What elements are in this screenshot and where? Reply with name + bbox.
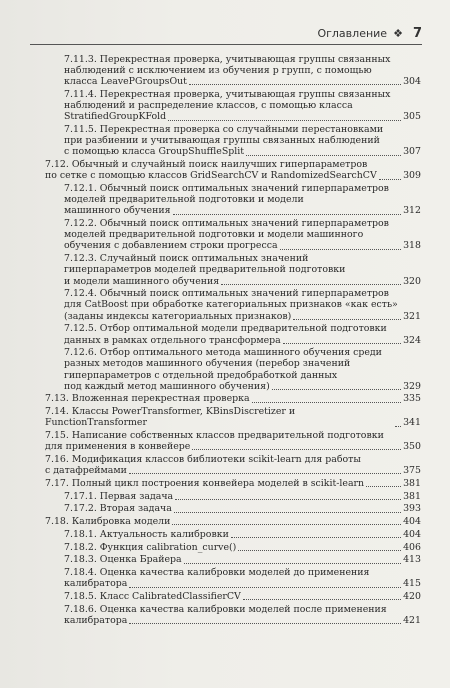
dot-leader — [252, 402, 402, 403]
toc-entry[interactable] — [0, 529, 450, 540]
toc-page-number: 415 — [403, 578, 421, 590]
toc-entry-text: 7.12.5. Отбор оптимальной модели предварительной подготовки — [64, 323, 387, 335]
toc-entry[interactable] — [0, 54, 450, 87]
toc-entry[interactable] — [0, 183, 450, 216]
dot-leader — [379, 179, 401, 180]
toc-entry-text: 7.13. Вложенная перекрестная проверка — [45, 393, 250, 405]
toc-entry[interactable] — [0, 89, 450, 122]
toc-entry[interactable] — [0, 393, 450, 404]
toc-entry[interactable] — [0, 323, 450, 345]
toc-entry-text: гиперпараметров моделей предварительной подготовки — [64, 264, 346, 276]
toc-entry-text: и модели машинного обучения — [64, 275, 220, 287]
toc-entry-text: 7.11.3. Перекрестная проверка, учитывающая группы связанных — [64, 54, 391, 65]
toc-page-number: 413 — [403, 554, 421, 566]
dot-leader — [189, 84, 401, 85]
dot-leader — [293, 319, 401, 320]
dot-leader — [129, 473, 401, 474]
toc-page-number: 329 — [403, 380, 421, 392]
toc-entry[interactable] — [0, 604, 450, 626]
dot-leader — [168, 120, 401, 121]
toc-entry[interactable] — [0, 567, 450, 589]
toc-entry[interactable] — [0, 554, 450, 565]
toc-entry[interactable] — [0, 542, 450, 553]
toc-entry-text: 7.18.6. Оценка качества калибровки моделей после применения — [64, 603, 387, 615]
toc-page-number: 406 — [403, 541, 421, 553]
toc-entry[interactable] — [0, 430, 450, 452]
toc-entry-text: с датафреймами — [45, 465, 127, 477]
dot-leader — [280, 249, 402, 250]
toc-page-number: 335 — [403, 393, 421, 405]
toc-entry[interactable] — [0, 124, 450, 157]
toc-entry-text: 7.12.6. Отбор оптимального метода машинного обучения среди — [64, 347, 382, 359]
toc-page-number: 321 — [403, 310, 421, 322]
toc-entry-text: разных методов машинного обучения (перебор значений — [64, 358, 351, 370]
toc-entry-text: по сетке с помощью классов GridSearchCV и RandomizedSearchCV — [45, 170, 377, 182]
toc-entry-text: 7.14. Классы PowerTransformer, KBinsDiscretizer и FunctionTransformer — [45, 406, 296, 429]
toc-entry[interactable] — [0, 253, 450, 286]
toc-entry[interactable] — [0, 503, 450, 514]
toc-entry-text: калибратора — [64, 578, 128, 590]
toc-page-number: 375 — [403, 465, 421, 477]
toc-entry[interactable] — [0, 454, 450, 476]
toc-page-number: 404 — [403, 516, 421, 528]
toc-entry[interactable] — [0, 288, 450, 321]
toc-page-number: 404 — [403, 528, 421, 540]
toc-page-number: 305 — [403, 111, 421, 123]
toc-page-number: 350 — [403, 441, 421, 453]
toc-entry-text: 7.17. Полный цикл построения конвейера моделей в scikit-learn — [45, 477, 365, 489]
dot-leader — [238, 550, 401, 551]
dot-leader — [184, 563, 402, 564]
toc-entry-text: 7.12.2. Обычный поиск оптимальных значений гиперпараметров — [64, 218, 389, 230]
dot-leader — [283, 343, 401, 344]
running-header — [30, 26, 422, 45]
dot-leader — [192, 449, 401, 450]
toc-entry-text: 7.12.1. Обычный поиск оптимальных значений гиперпараметров — [64, 183, 389, 195]
toc-entry-text: 7.18.1. Актуальность калибровки — [64, 528, 229, 540]
toc-entry[interactable] — [0, 478, 450, 489]
toc-entry-text: 7.16. Модификация классов библиотеки scikit-learn для работы — [45, 454, 361, 466]
table-of-contents — [0, 54, 450, 626]
toc-entry-text: гиперпараметров с отдельной предобработкой данных — [64, 369, 338, 381]
toc-entry-text: наблюдений и распределение классов, с помощью класса — [64, 100, 353, 112]
toc-entry-text: при разбиении и учитывающая группы связанных наблюдений — [64, 135, 380, 147]
toc-entry-text: моделей предварительной подготовки и модели машинного — [64, 229, 364, 241]
toc-entry-text: (заданы индексы категориальных признаков) — [64, 310, 292, 322]
toc-entry-text: для CatBoost при обработке категориальных признаков «как есть» — [64, 299, 398, 311]
toc-page-number: 318 — [403, 240, 421, 252]
toc-entry-text: 7.12.4. Обычный поиск оптимальных значений гиперпараметров — [64, 288, 389, 300]
toc-entry[interactable] — [0, 591, 450, 602]
toc-entry-text: 7.11.4. Перекрестная проверка, учитывающая группы связанных — [64, 89, 391, 101]
toc-entry-text: 7.12. Обычный и случайный поиск наилучших гиперпараметров — [45, 159, 368, 171]
toc-entry-text: под каждый метод машинного обучения) — [64, 380, 270, 392]
toc-entry-text: обучения с добавлением строки прогресса — [64, 240, 278, 252]
toc-entry[interactable] — [0, 491, 450, 502]
toc-page-number: 421 — [403, 615, 421, 626]
toc-page-number: 304 — [403, 76, 421, 88]
toc-entry-text: с помощью класса GroupShuffleSplit — [64, 146, 245, 158]
toc-entry-text: 7.18.2. Функция calibration_curve() — [64, 541, 237, 553]
toc-entry-text: машинного обучения — [64, 205, 171, 217]
toc-page-number: 393 — [403, 503, 421, 515]
dot-leader — [366, 486, 401, 487]
toc-entry-text: данных в рамках отдельного трансформера — [64, 334, 281, 346]
toc-entry[interactable] — [0, 516, 450, 527]
toc-entry-text: 7.18.5. Класс CalibratedClassifierCV — [64, 591, 241, 603]
toc-entry-text: для применения в конвейере — [45, 441, 191, 453]
toc-entry-text: наблюдений с исключением из обучения p групп, с помощью — [64, 65, 372, 77]
toc-entry-text: 7.18.4. Оценка качества калибровки моделей до применения — [64, 567, 370, 579]
toc-page-number: 312 — [403, 205, 421, 217]
toc-entry-text: моделей предварительной подготовки и модели — [64, 194, 304, 206]
toc-entry-text: 7.17.2. Вторая задача — [64, 503, 172, 515]
toc-entry-text: 7.17.1. Первая задача — [64, 490, 174, 502]
toc-entry[interactable] — [0, 159, 450, 181]
dot-leader — [243, 599, 401, 600]
ornament-icon: ❖ — [393, 27, 403, 40]
toc-entry-text: класса LeavePGroupsOut — [64, 76, 187, 88]
toc-entry-text: калибратора — [64, 615, 128, 626]
toc-entry-text: 7.18. Калибровка модели — [45, 516, 171, 528]
dot-leader — [129, 587, 401, 588]
toc-entry-text: 7.12.3. Случайный поиск оптимальных значений — [64, 253, 309, 265]
header-section-title: Оглавление — [317, 27, 388, 40]
toc-entry[interactable] — [0, 406, 450, 428]
toc-entry-text: 7.11.5. Перекрестная проверка со случайными перестановками — [64, 124, 384, 136]
header-page-number: 7 — [412, 26, 422, 41]
toc-entry[interactable] — [0, 218, 450, 251]
toc-page-number: 381 — [403, 477, 421, 489]
toc-entry-text: 7.18.3. Оценка Брайера — [64, 554, 182, 566]
toc-entry-text: StratifiedGroupKFold — [64, 111, 167, 123]
dot-leader — [174, 512, 401, 513]
toc-page-number: 341 — [403, 417, 421, 429]
dot-leader — [129, 623, 401, 624]
toc-entry-text: 7.15. Написание собственных классов предварительной подготовки — [45, 430, 384, 442]
toc-page-number: 307 — [403, 146, 421, 158]
dot-leader — [221, 284, 401, 285]
toc-page-number: 324 — [403, 334, 421, 346]
dot-leader — [175, 499, 401, 500]
toc-page-number: 309 — [403, 170, 421, 182]
dot-leader — [272, 389, 401, 390]
dot-leader — [231, 537, 401, 538]
toc-entry[interactable] — [0, 347, 450, 392]
toc-page-number: 320 — [403, 275, 421, 287]
dot-leader — [172, 524, 401, 525]
dot-leader — [246, 155, 401, 156]
toc-page-number: 381 — [403, 490, 421, 502]
dot-leader — [395, 426, 401, 427]
dot-leader — [173, 214, 402, 215]
toc-page-number: 420 — [403, 591, 421, 603]
